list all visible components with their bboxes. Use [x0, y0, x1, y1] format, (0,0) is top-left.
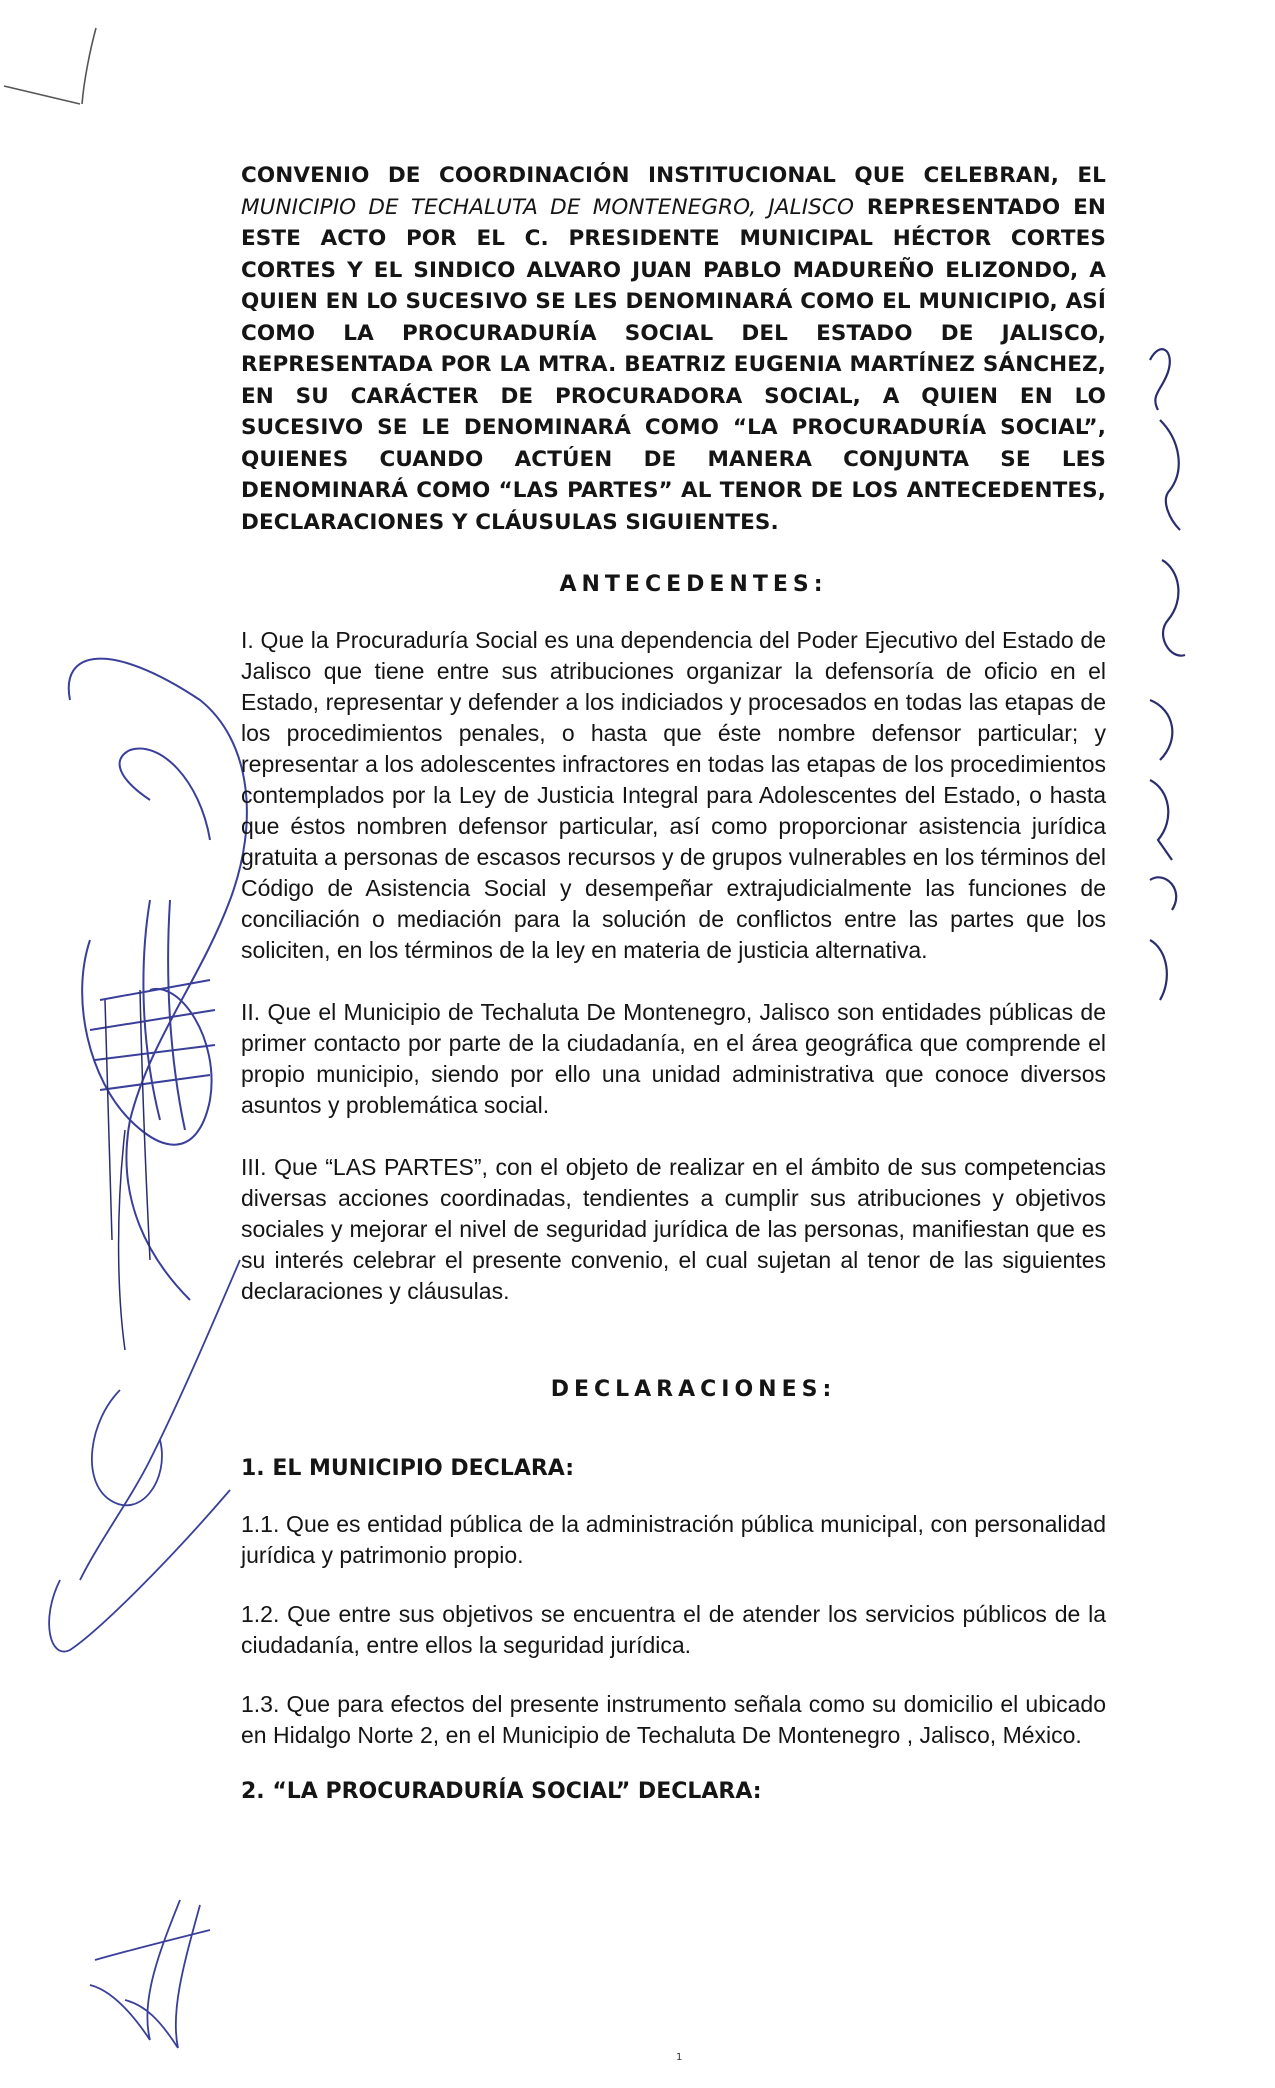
corner-ink-stroke — [4, 28, 96, 104]
antecedente-i: I. Que la Procuraduría Social es una dependencia del Poder Ejecutivo del Estado de Jalisco que tiene entre sus atribuciones organizar la defensoría de oficio en el Estado, representar y defender a los indiciados y procesados en todas las etapas de los procedimientos penales, o hasta que éste nombre defensor particular; y representar a los adolescentes infractores en todas las etapas de los procedimientos contemplados por la Ley de Justicia Integral para Adolescentes del Estado, o hasta que éstos nombren defensor particular, así como proporcionar asistencia jurídica gratuita a personas de escasos recursos y de grupos vulnerables en los términos del Código de Asistencia Social y desempeñar extrajudicialmente las funciones de conciliación o mediación para la solución de conflictos entre las partes que los soliciten, en los términos de la ley en materia de justicia alternativa. — [241, 627, 1106, 963]
bottom-left-initials — [90, 1900, 210, 2048]
declaration-1-2: 1.2. Que entre sus objetivos se encuentra el de atender los servicios públicos de la ciudadanía, entre ellos la seguridad jurídica. — [241, 1601, 1106, 1658]
declaraciones-heading: DECLARACIONES: — [550, 1377, 837, 1402]
left-signature — [69, 659, 247, 1300]
right-initials — [1150, 349, 1185, 1000]
document-body — [241, 160, 1106, 1804]
title-municipality: MUNICIPIO DE TECHALUTA DE MONTENEGRO, JALISCO — [241, 194, 855, 220]
section-1-heading: 1. EL MUNICIPIO DECLARA: — [241, 1456, 575, 1481]
declaration-1-3: 1.3. Que para efectos del presente instrumento señala como su domicilio el ubicado en Hidalgo Norte 2, en el Municipio de Techaluta De Montenegro , Jalisco, México. — [241, 1691, 1106, 1748]
agreement-title — [241, 160, 1106, 538]
left-signature-tail — [49, 1260, 240, 1652]
title-part-1: CONVENIO DE COORDINACIÓN INSTITUCIONAL QUE CELEBRAN, EL — [241, 163, 1106, 188]
antecedente-ii: II. Que el Municipio de Techaluta De Montenegro, Jalisco son entidades públicas de primer contacto por parte de la ciudadanía, en el área geográfica que comprende el propio municipio, siendo por ello una unidad administrativa que conoce diversos asuntos y problemática social. — [241, 999, 1106, 1118]
antecedentes-heading: ANTECEDENTES: — [559, 572, 828, 597]
section-2-heading: 2. “LA PROCURADURÍA SOCIAL” DECLARA: — [241, 1779, 762, 1804]
antecedente-iii: III. Que “LAS PARTES”, con el objeto de realizar en el ámbito de sus competencias diversas acciones coordinadas, tendientes a cumplir sus atribuciones y objetivos sociales y mejorar el nivel de seguridad jurídica de las personas, manifiestan que es su interés celebrar el presente convenio, el cual sujetan al tenor de las siguientes declaraciones y cláusulas. — [241, 1154, 1106, 1304]
page-mark: 1 — [676, 2052, 683, 2063]
title-part-2: REPRESENTADO EN ESTE ACTO POR EL C. PRESIDENTE MUNICIPAL HÉCTOR CORTES CORTES Y EL SINDICO ALVARO JUAN PABLO MADUREÑO ELIZONDO, A QUIEN EN LO SUCESIVO SE LES DENOMINARÁ COMO EL MUNICIPIO, ASÍ COMO LA PROCURADURÍA SOCIAL DEL ESTADO DE JALISCO, REPRESENTADA POR LA MTRA. BEATRIZ EUGENIA MARTÍNEZ SÁNCHEZ, EN SU CARÁCTER DE PROCURADORA SOCIAL, A QUIEN EN LO SUCESIVO SE LE DENOMINARÁ COMO “LA PROCURADURÍA SOCIAL”, QUIENES CUANDO ACTÚEN DE MANERA CONJUNTA SE LES DENOMINARÁ COMO “LAS PARTES” AL TENOR DE LOS ANTECEDENTES, DECLARACIONES Y CLÁUSULAS SIGUIENTES. — [241, 194, 1106, 535]
declaration-1-1: 1.1. Que es entidad pública de la administración pública municipal, con personalidad jurídica y patrimonio propio. — [241, 1511, 1106, 1568]
